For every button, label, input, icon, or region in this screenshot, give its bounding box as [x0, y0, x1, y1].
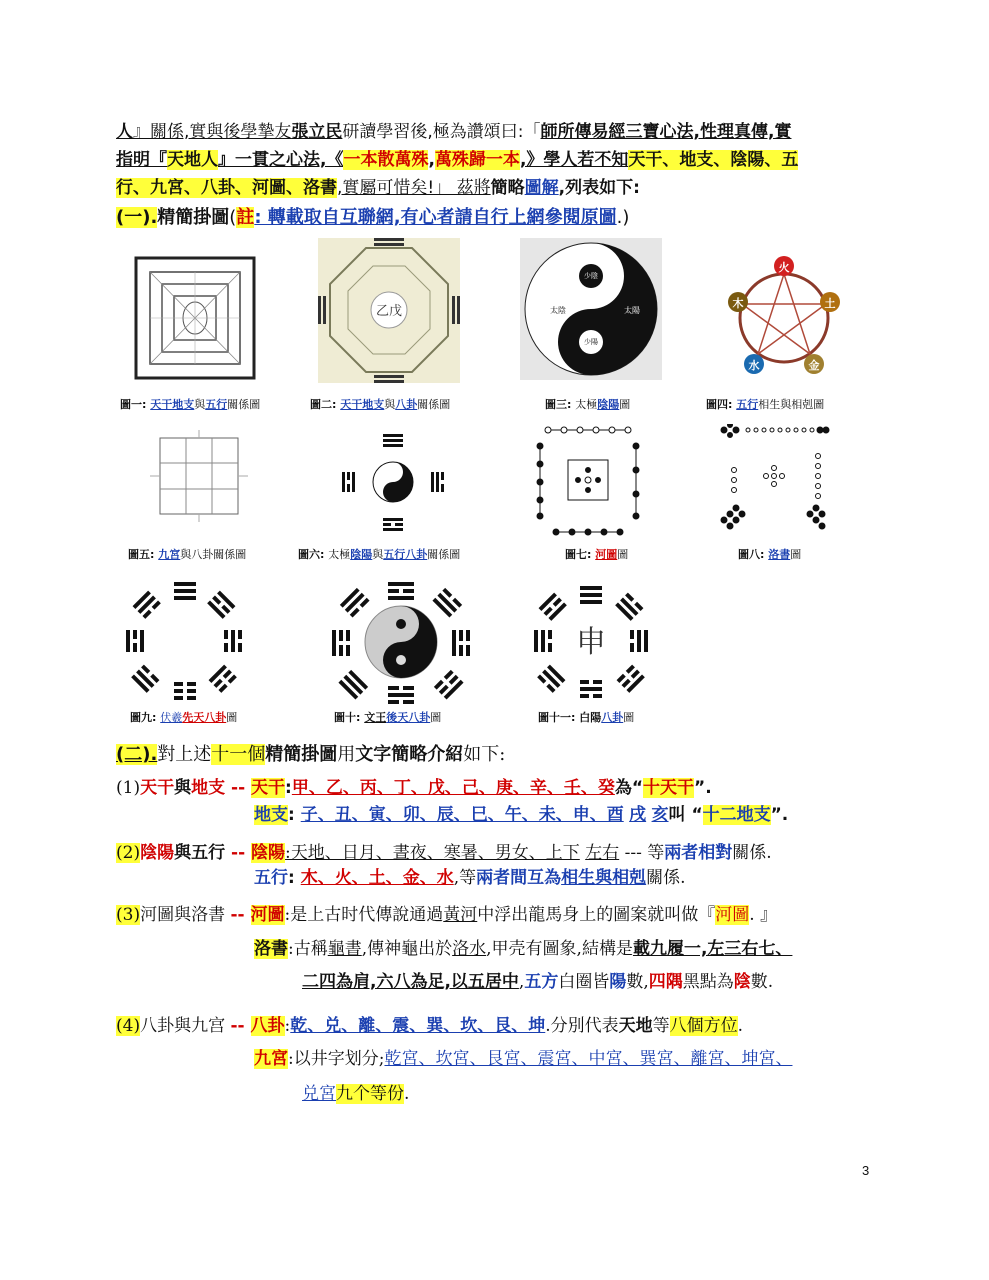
text-segment: .分別代表 — [545, 1016, 619, 1036]
figure-2-diagram — [318, 238, 460, 383]
text-segment: 二四為肩,六八為足,以五居中 — [302, 972, 519, 992]
text-segment: ,傳神龜出於 — [361, 939, 453, 959]
text-segment: 洛書 — [254, 939, 288, 959]
text-segment: 與 — [194, 398, 206, 411]
text-segment: 叫 “ — [668, 805, 703, 825]
text-segment: 洛水 — [452, 939, 487, 959]
item-1-line-b — [254, 803, 788, 827]
text-segment: (3) — [116, 905, 141, 925]
text-segment: 九宮 — [158, 548, 181, 561]
text-segment: 關係圖 — [427, 548, 461, 561]
text-segment: 與 — [384, 398, 396, 411]
text-segment: 八個方位 — [669, 1016, 738, 1036]
text-segment: ,甲壳有圖象,結構是 — [486, 939, 633, 959]
text-segment: 相生與相剋 — [561, 868, 647, 888]
text-segment: 相生與相剋圖 — [758, 398, 825, 411]
text-segment: , — [518, 972, 525, 992]
text-segment: --- 等 — [619, 843, 665, 863]
text-segment: : — [288, 868, 301, 888]
text-segment: 圖 — [430, 711, 442, 724]
text-segment: 兩者相對 — [664, 843, 733, 863]
intro-text: ,列表如下: — [558, 178, 640, 198]
element-fire: 火 — [778, 261, 790, 274]
text-segment: 陽 — [609, 972, 627, 992]
text-segment: 五方 — [524, 972, 559, 992]
text-segment: :古稱 — [288, 939, 328, 959]
text-segment: 亥 — [651, 805, 669, 825]
text-segment: 九宮 — [254, 1049, 288, 1069]
text-segment: ,等 — [453, 868, 477, 888]
text-segment: 與 — [174, 778, 192, 798]
caption-10 — [334, 711, 441, 725]
text-segment: 九个等份 — [336, 1084, 404, 1104]
text-segment: 圖一: — [120, 398, 151, 411]
item-4-line-b — [254, 1047, 792, 1071]
text-segment: 後天八卦 — [386, 711, 431, 724]
text-segment: 地支 — [254, 805, 288, 825]
item-4-line-c — [302, 1082, 409, 1106]
intro-text: 簡略 — [490, 178, 525, 198]
figure-3-label: 太陽 — [624, 306, 640, 315]
intro-text: 指明『 — [116, 150, 167, 170]
figure-9 — [116, 576, 252, 710]
figure-3-diagram — [520, 238, 662, 380]
caption-6 — [298, 548, 460, 562]
figure-11 — [518, 576, 664, 712]
text-segment: 圖三: — [545, 398, 576, 411]
text-segment: 圖十: — [334, 711, 365, 724]
text-segment: ”. — [770, 805, 789, 825]
text-segment: 兩者間互為 — [476, 868, 562, 888]
text-segment: 天干 — [140, 778, 175, 798]
section-text: 用 — [337, 744, 356, 765]
item-4-line-a — [116, 1014, 743, 1038]
figure-6 — [340, 432, 446, 536]
text-segment: 左右 — [585, 843, 620, 863]
text-segment: :是上古时代傳說通過 — [284, 905, 444, 925]
intro-highlight: 天干、地支、陰陽、五 — [628, 150, 799, 170]
caption-3 — [545, 398, 630, 412]
text-segment: 中浮出龍馬身上的圖案就叫做『 — [477, 905, 716, 925]
intro-highlight: 一本散萬殊 — [343, 150, 429, 170]
intro-text: 』關係,實與後學摯友 — [133, 122, 292, 142]
text-segment: 河圖 — [715, 905, 750, 925]
section-text: 對上述 — [157, 744, 212, 765]
text-segment: 龜書 — [327, 939, 362, 959]
figure-10-diagram — [326, 576, 476, 710]
text-segment: 太極 — [328, 548, 351, 561]
element-wood: 木 — [732, 297, 744, 310]
figure-3-label: 少陽 — [584, 338, 598, 346]
text-segment: 數, — [626, 972, 649, 992]
text-segment: 河圖 — [250, 905, 285, 925]
intro-name: 張立民 — [291, 122, 343, 142]
text-segment: . — [737, 1016, 744, 1036]
text-segment: 圖五: — [128, 548, 159, 561]
text-segment: 十天干 — [643, 778, 695, 798]
figure-4 — [728, 252, 840, 388]
intro-line-3 — [116, 176, 640, 200]
text-segment: 子、丑、寅、卯、辰、巳、午、未、申、酉 — [300, 805, 624, 825]
section-text: 文字簡略介紹 — [355, 744, 464, 765]
text-segment: 八卦 — [250, 1016, 285, 1036]
text-segment: -- — [231, 843, 252, 863]
text-segment: 乾、兑、離、震、巽、坎、艮、坤 — [290, 1016, 546, 1036]
text-segment: 陰陽 — [251, 843, 286, 863]
text-segment: 關係. — [646, 868, 686, 888]
text-segment: 河圖 — [595, 548, 618, 561]
text-segment: 伏羲 — [160, 711, 183, 724]
text-segment: 圖 — [623, 711, 635, 724]
paren: ( — [229, 207, 237, 228]
text-segment: 十二地支 — [702, 805, 771, 825]
text-segment: 白陽 — [579, 711, 602, 724]
text-segment: 五行八卦 — [383, 548, 428, 561]
text-segment: 五行 — [736, 398, 759, 411]
figure-10 — [326, 576, 476, 714]
text-segment: 木、火、土、金、水 — [300, 868, 454, 888]
figure-5-diagram — [150, 430, 248, 522]
text-segment: 五行 — [254, 868, 288, 888]
intro-text: ,》學人若不知 — [519, 150, 629, 170]
text-segment: 圖 — [617, 548, 629, 561]
text-segment: 黃河 — [443, 905, 478, 925]
element-water: 水 — [748, 359, 760, 372]
item-2-line-a — [116, 841, 772, 865]
text-segment: . — [404, 1084, 410, 1104]
figure-11-diagram — [518, 576, 664, 708]
section1-heading — [116, 206, 629, 230]
text-segment: 四隅 — [648, 972, 683, 992]
figure-3 — [520, 238, 662, 384]
text-segment: 陰 — [733, 972, 751, 992]
text-segment: -- — [225, 778, 252, 798]
text-segment: 圖九: — [130, 711, 161, 724]
figure-3-label: 太陰 — [550, 306, 566, 315]
text-segment: 圖七: — [565, 548, 596, 561]
text-segment: 圖八: — [738, 548, 769, 561]
section-text: 如下: — [463, 744, 506, 765]
text-segment: 兑宮 — [302, 1084, 336, 1104]
intro-highlight: 行、九宮、八卦、河圖、洛書 — [116, 178, 337, 198]
intro-highlight: 萬殊歸一本 — [434, 150, 520, 170]
caption-1 — [120, 398, 260, 412]
text-segment: -- — [230, 1016, 251, 1036]
text-segment: 地支 — [191, 778, 226, 798]
text-segment: 文王 — [364, 711, 387, 724]
figure-6-diagram — [340, 432, 446, 532]
intro-text: 人 — [116, 122, 133, 142]
text-segment: 八卦 — [395, 398, 418, 411]
section2-heading — [116, 743, 505, 767]
text-segment: : — [284, 1016, 291, 1036]
text-segment: (1) — [116, 778, 141, 798]
element-earth: 土 — [824, 297, 836, 310]
figure-2-center-char: 乙戊 — [375, 304, 403, 319]
text-segment: 圖六: — [298, 548, 329, 561]
intro-line-2 — [116, 148, 798, 172]
intro-link: 圖解 — [524, 178, 559, 198]
figure-8 — [718, 424, 830, 542]
section-number: (二). — [116, 744, 158, 765]
text-segment: 天干地支 — [340, 398, 385, 411]
text-segment: 河圖與洛書 — [140, 905, 231, 925]
caption-5 — [128, 548, 246, 562]
figure-5 — [150, 430, 248, 526]
intro-highlight: 天地人 — [167, 150, 218, 170]
text-segment: 天干 — [251, 778, 286, 798]
figure-2 — [318, 238, 460, 387]
caption-2 — [310, 398, 450, 412]
text-segment: 圖 — [619, 398, 631, 411]
element-metal: 金 — [808, 359, 820, 372]
figure-1-diagram — [134, 256, 256, 380]
text-segment: . 』 — [749, 905, 778, 925]
text-segment: 載九履一,左三右七、 — [632, 939, 793, 959]
intro-line-1 — [116, 120, 791, 144]
text-segment: 為“ — [614, 778, 644, 798]
text-segment: (2) — [116, 843, 141, 863]
text-segment: 戌 — [629, 805, 647, 825]
intro-text: ,實屬可惜矣!」 茲將 — [337, 178, 491, 198]
text-segment: 洛書 — [768, 548, 791, 561]
figure-4-diagram — [728, 252, 840, 384]
item-2-line-b — [254, 866, 686, 890]
section-text: 精簡掛圖 — [265, 744, 338, 765]
text-segment: 陰陽 — [597, 398, 620, 411]
text-segment: 黑點為 — [682, 972, 734, 992]
text-segment: 圖四: — [706, 398, 737, 411]
caption-9 — [130, 711, 237, 725]
intro-text: 』一貫之心法,《 — [218, 150, 344, 170]
text-segment: : — [285, 778, 292, 798]
text-segment: :天地、日月、晝夜、寒暑、男女、上下 — [285, 843, 580, 863]
section-title: 精簡掛圖 — [157, 207, 230, 228]
caption-7 — [565, 548, 628, 562]
text-segment: 甲、乙、丙、丁、戊、己、庚、辛、壬、癸 — [291, 778, 615, 798]
text-segment: 天干地支 — [150, 398, 195, 411]
caption-8 — [738, 548, 801, 562]
text-segment: -- — [230, 905, 251, 925]
note-label: 註 — [236, 207, 255, 228]
figure-9-diagram — [116, 576, 252, 706]
text-segment: 八卦與九宫 — [140, 1016, 231, 1036]
item-3-line-a — [116, 903, 777, 927]
item-3-line-b — [254, 937, 792, 961]
text-segment: : — [288, 805, 301, 825]
intro-text: , — [428, 150, 435, 170]
text-segment: ”. — [694, 778, 712, 798]
section-number: (一). — [116, 207, 158, 228]
text-segment: 五行 — [205, 398, 228, 411]
figure-7 — [536, 424, 640, 544]
text-segment: 數. — [750, 972, 774, 992]
text-segment: 白圈皆 — [558, 972, 610, 992]
text-segment: 關係圖 — [417, 398, 451, 411]
text-segment: 天地 — [618, 1016, 653, 1036]
intro-text: 研讀學習後,極為讚頌曰:「 — [342, 122, 541, 142]
text-segment: 圖十一: — [538, 711, 580, 724]
figure-7-diagram — [536, 424, 640, 540]
item-3-line-c — [302, 970, 773, 994]
item-1-line-a — [116, 776, 712, 800]
text-segment: :以井字划分; — [288, 1049, 385, 1069]
text-segment: 乾宮、坎宮、艮宮、震宮、中宮、巽宮、離宮、坤宮、 — [384, 1049, 793, 1069]
text-segment: 圖 — [226, 711, 238, 724]
text-segment: 與五行 — [174, 843, 232, 863]
caption-11 — [538, 711, 634, 725]
text-segment: 等 — [652, 1016, 670, 1036]
section-text: 十一個 — [211, 744, 266, 765]
text-segment: 關係圖 — [227, 398, 261, 411]
figure-3-label: 少陰 — [584, 272, 598, 280]
caption-4 — [706, 398, 824, 412]
text-segment: 陰陽 — [350, 548, 373, 561]
page-number: 3 — [862, 1163, 870, 1178]
text-segment: 圖二: — [310, 398, 341, 411]
paren: .) — [616, 207, 630, 228]
text-segment: 關係. — [732, 843, 772, 863]
text-segment: 陰陽 — [140, 843, 175, 863]
text-segment: 與八卦關係圖 — [180, 548, 247, 561]
text-segment: 先天八卦 — [182, 711, 227, 724]
intro-quote: 師所傳易經三寶心法,性理真傳,實 — [540, 122, 792, 142]
text-segment: 圖 — [790, 548, 802, 561]
note-text: : 轉載取自互聯網,有心者請自行上網參閱原圖 — [254, 207, 617, 228]
text-segment: 八卦 — [601, 711, 624, 724]
figure-11-center-char: 申 — [576, 625, 606, 660]
text-segment: 太極 — [575, 398, 598, 411]
figure-1 — [134, 256, 256, 384]
text-segment: 與 — [372, 548, 384, 561]
figure-8-diagram — [718, 424, 830, 538]
text-segment: (4) — [116, 1016, 141, 1036]
